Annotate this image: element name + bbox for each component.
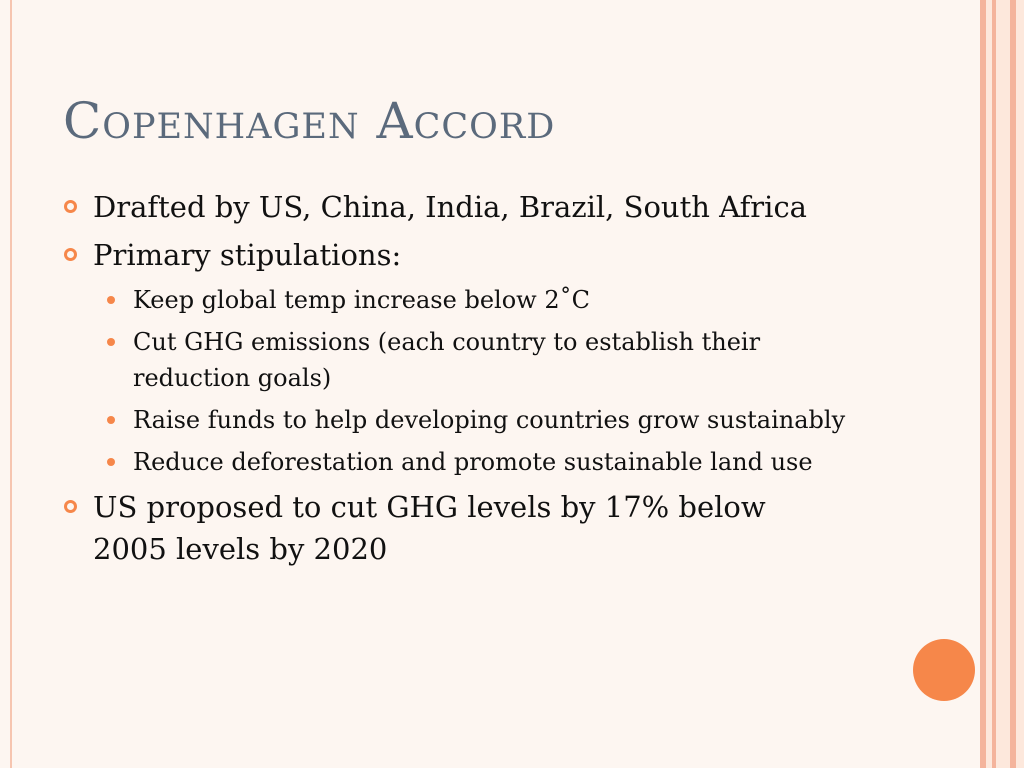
sub-bullet-item (64, 402, 853, 438)
bullet-item (64, 234, 904, 276)
sub-bullet-text: Reduce deforestation and promote sustainable land use (133, 448, 813, 476)
dot-bullet-icon (107, 296, 115, 304)
dot-bullet-icon (107, 458, 115, 466)
sub-bullet-text: Cut GHG emissions (each country to establish their reduction goals) (133, 328, 761, 392)
bullet-text: US proposed to cut GHG levels by 17% below 2005 levels by 2020 (93, 490, 766, 566)
bullet-text: Drafted by US, China, India, Brazil, South Africa (93, 190, 807, 224)
sub-bullet-item (64, 444, 853, 480)
ring-bullet-icon (64, 248, 77, 261)
sub-bullet-text: Keep global temp increase below 2˚C (133, 286, 590, 314)
right-stripe (1016, 0, 1024, 768)
dot-bullet-icon (107, 338, 115, 346)
bullet-item (64, 486, 833, 570)
bullet-text: Primary stipulations: (93, 238, 402, 272)
slide-title: Copenhagen Accord (63, 92, 556, 150)
sub-bullet-item (64, 282, 853, 318)
ring-bullet-icon (64, 500, 77, 513)
sub-bullet-text: Raise funds to help developing countries grow sustainably (133, 406, 846, 434)
bullet-item (64, 186, 904, 228)
slide-content (64, 186, 904, 576)
decorative-circle-icon (913, 639, 975, 701)
ring-bullet-icon (64, 200, 77, 213)
sub-bullet-item (64, 324, 853, 396)
right-stripe (996, 0, 1010, 768)
left-border (0, 0, 12, 768)
dot-bullet-icon (107, 416, 115, 424)
